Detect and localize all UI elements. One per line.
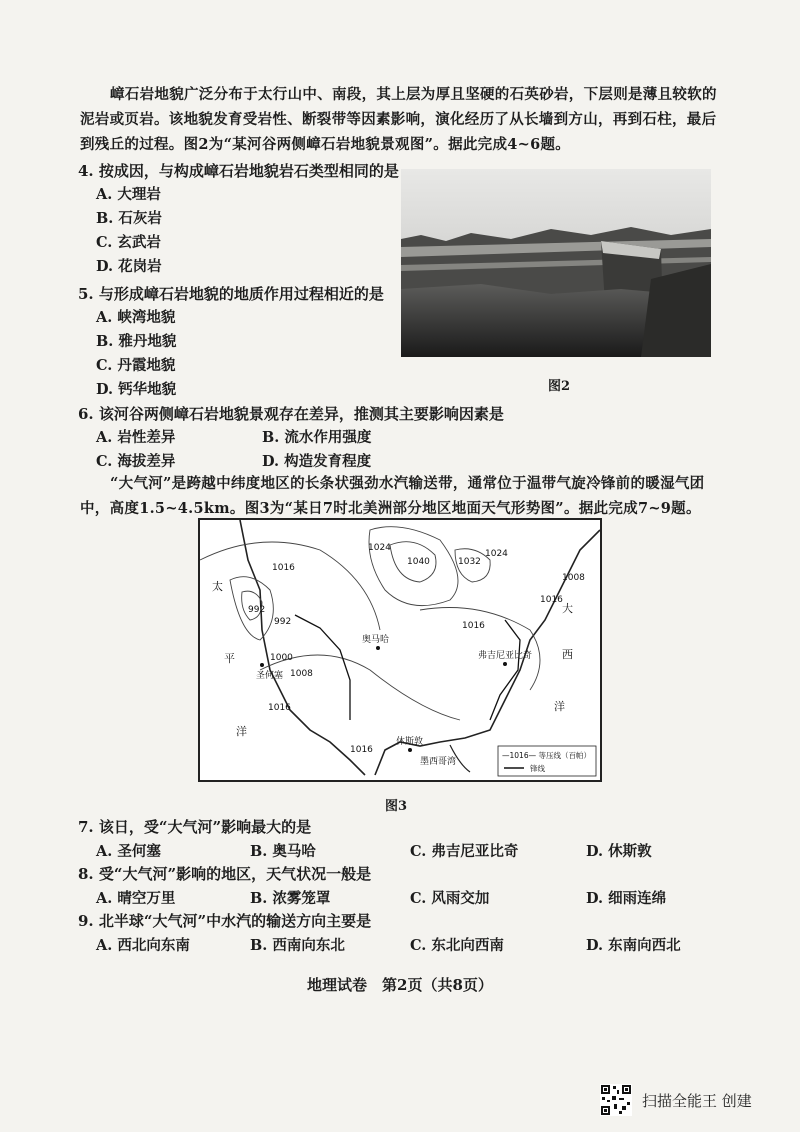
question-5-stem: 5. 与形成嶂石岩地貌的地质作用过程相近的是 bbox=[78, 285, 384, 303]
city-dot bbox=[376, 646, 380, 650]
isobar-map-svg bbox=[200, 520, 600, 780]
q9-option-a: A. 西北向东南 bbox=[96, 937, 190, 954]
isobar-label: 1008 bbox=[290, 669, 313, 679]
q4-option-c: C. 玄武岩 bbox=[96, 234, 161, 251]
question-6-stem: 6. 该河谷两侧嶂石岩地貌景观存在差异，推测其主要影响因素是 bbox=[78, 405, 504, 423]
isobar-label: 1040 bbox=[407, 557, 430, 567]
q7-option-d: D. 休斯敦 bbox=[586, 843, 652, 860]
qr-code-icon bbox=[600, 1084, 632, 1116]
ocean-label: 太 bbox=[212, 580, 223, 593]
city-virginia-beach: 弗吉尼亚比奇 bbox=[478, 651, 533, 661]
q7-option-c: C. 弗吉尼亚比奇 bbox=[410, 843, 519, 860]
q6-option-b: B. 流水作用强度 bbox=[262, 429, 372, 446]
scanner-watermark bbox=[600, 1084, 752, 1116]
isobar-label: 1008 bbox=[562, 573, 585, 583]
isobar-label: 1016 bbox=[268, 703, 291, 713]
city-omaha: 奥马哈 bbox=[362, 635, 390, 645]
q6-option-a: A. 岩性差异 bbox=[96, 429, 176, 446]
q9-option-d: D. 东南向西北 bbox=[586, 937, 681, 954]
ocean-label: 平 bbox=[224, 652, 235, 665]
isobar-label: 992 bbox=[274, 617, 292, 627]
ocean-label: 洋 bbox=[554, 700, 565, 713]
scanner-app-text: 扫描全能王 创建 bbox=[642, 1091, 752, 1110]
isobar-label: 1000 bbox=[270, 653, 293, 663]
city-dot bbox=[503, 662, 507, 666]
q5-option-a: A. 峡湾地貌 bbox=[96, 309, 176, 326]
passage-atmospheric-river: “大气河”是跨越中纬度地区的长条状强劲水汽输送带，通常位于温带气旋冷锋前的暖湿气团中，高度1.5~4.5km。图3为“某日7时北美洲部分地区地面天气形势图”。据此完成7~9题。 bbox=[80, 475, 705, 517]
isobar-label: 992 bbox=[248, 605, 266, 615]
q5-option-c: C. 丹霞地貌 bbox=[96, 357, 176, 374]
q4-option-b: B. 石灰岩 bbox=[96, 210, 162, 227]
q8-option-d: D. 细雨连绵 bbox=[586, 890, 667, 907]
q7-option-b: B. 奥马哈 bbox=[250, 843, 316, 860]
legend-front: 锋线 bbox=[530, 764, 545, 773]
question-4-stem: 4. 按成因，与构成嶂石岩地貌岩石类型相同的是 bbox=[78, 162, 399, 180]
ocean-label: 洋 bbox=[236, 725, 247, 738]
q6-option-d: D. 构造发育程度 bbox=[262, 453, 372, 470]
q7-option-a: A. 圣何塞 bbox=[96, 843, 161, 860]
passage-landform: 嶂石岩地貌广泛分布于太行山中、南段，其上层为厚且坚硬的石英砂岩，下层则是薄且较软的泥岩或页岩。该地貌发育受岩性、断裂带等因素影响，演化经历了从长墙到方山，再到石柱，最后到残丘的过程。图2为“某河谷两侧嶂石岩地貌景观图”。据此完成4~6题。 bbox=[80, 86, 717, 153]
isobar-label: 1024 bbox=[485, 549, 508, 559]
q4-option-a: A. 大理岩 bbox=[96, 186, 161, 203]
city-houston: 休斯敦 bbox=[396, 737, 424, 747]
figure-2-caption: 图2 bbox=[548, 379, 571, 394]
city-dot bbox=[260, 663, 264, 667]
ocean-label: 西 bbox=[562, 648, 573, 661]
question-9-stem: 9. 北半球“大气河”中水汽的输送方向主要是 bbox=[78, 912, 372, 930]
city-san-jose: 圣何塞 bbox=[256, 671, 284, 681]
figure-3-caption: 图3 bbox=[385, 799, 408, 814]
q6-option-c: C. 海拔差异 bbox=[96, 453, 176, 470]
isobar-label: 1032 bbox=[458, 557, 481, 567]
isobar-label: 1016 bbox=[272, 563, 295, 573]
q4-option-d: D. 花岗岩 bbox=[96, 258, 162, 275]
weather-map bbox=[198, 518, 602, 782]
city-dot bbox=[408, 748, 412, 752]
question-8-stem: 8. 受“大气河”影响的地区，天气状况一般是 bbox=[78, 865, 372, 883]
q8-option-a: A. 晴空万里 bbox=[96, 890, 176, 907]
cliff-landscape-image bbox=[401, 169, 711, 357]
isobar-label: 1016 bbox=[462, 621, 485, 631]
isobar-label: 1016 bbox=[540, 595, 563, 605]
q8-option-b: B. 浓雾笼罩 bbox=[250, 890, 331, 907]
isobar-label: 1016 bbox=[350, 745, 373, 755]
question-7-stem: 7. 该日，受“大气河”影响最大的是 bbox=[78, 818, 312, 836]
gulf-label: 墨西哥湾 bbox=[420, 757, 457, 767]
landscape-photo bbox=[401, 169, 711, 357]
q9-option-c: C. 东北向西南 bbox=[410, 937, 504, 954]
legend-isobar: —1016— 等压线（百帕） bbox=[502, 751, 591, 760]
q5-option-b: B. 雅丹地貌 bbox=[96, 333, 177, 350]
q9-option-b: B. 西南向东北 bbox=[250, 937, 345, 954]
ocean-label: 大 bbox=[562, 602, 573, 615]
page-footer: 地理试卷 第2页（共8页） bbox=[307, 976, 493, 994]
isobar-label: 1024 bbox=[368, 543, 391, 553]
q5-option-d: D. 钙华地貌 bbox=[96, 381, 177, 398]
q8-option-c: C. 风雨交加 bbox=[410, 890, 490, 907]
